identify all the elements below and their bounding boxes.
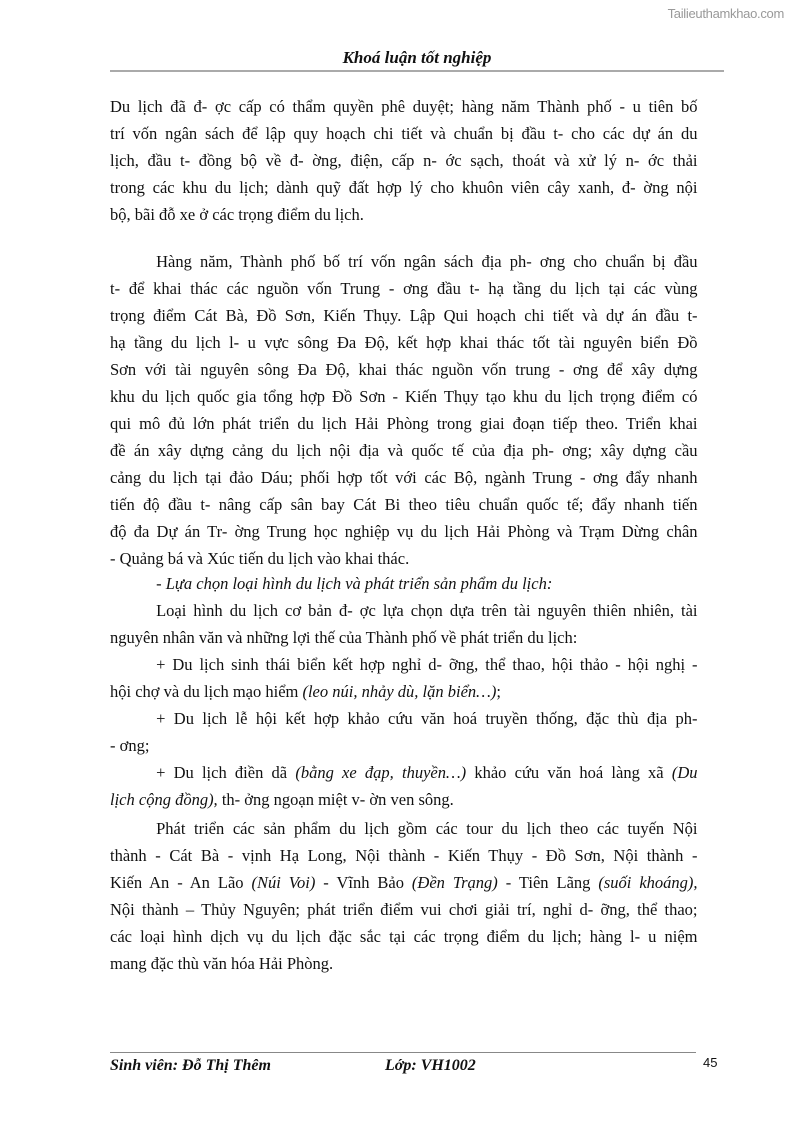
text-line bbox=[110, 846, 698, 866]
text-segment: + Du lịch điền dã bbox=[156, 763, 296, 782]
text-line bbox=[110, 819, 698, 839]
text-segment: khu du lịch quốc gia tổng hợp Đồ Sơn - Kiến Thụy tạo khu du lịch trọng điểm có bbox=[110, 387, 698, 406]
italic-text: lịch cộng đồng), bbox=[110, 790, 218, 809]
text-segment: nguyên nhân văn và những lợi thế của Thành phố về phát triển du lịch: bbox=[110, 628, 578, 647]
text-line bbox=[110, 279, 698, 299]
text-segment: đề án xây dựng cảng du lịch nội địa và quốc tế của địa ph- ơng; xây dựng cầu bbox=[110, 441, 698, 460]
text-line bbox=[110, 495, 698, 515]
text-segment: + Du lịch sinh thái biển kết hợp nghỉ d- ỡng, thể thao, hội thảo - hội nghị - bbox=[156, 655, 698, 674]
italic-text: (suối khoáng), bbox=[598, 873, 698, 892]
text-segment: ; bbox=[496, 682, 501, 701]
watermark: Tailieuthamkhao.com bbox=[667, 6, 784, 21]
text-line bbox=[110, 601, 698, 621]
text-line bbox=[110, 151, 698, 171]
page-header-title: Khoá luận tốt nghiệp bbox=[342, 48, 492, 67]
text-line bbox=[110, 441, 698, 461]
italic-text: (leo núi, nhảy dù, lặn biển…) bbox=[302, 682, 497, 701]
text-segment: - Vĩnh Bảo bbox=[315, 873, 412, 892]
italic-text: (Núi Voi) bbox=[251, 873, 316, 892]
text-line bbox=[110, 252, 698, 272]
text-segment: hạ tầng du lịch l- u vực sông Đa Độ, kết hợp khai thác tốt tài nguyên biển Đồ bbox=[110, 333, 698, 352]
italic-text: (Đền Trạng) bbox=[411, 873, 498, 892]
text-line bbox=[110, 655, 698, 675]
text-segment: trí vốn ngân sách để lập quy hoạch chi tiết và chuẩn bị đầu t- cho các dự án du bbox=[110, 124, 698, 143]
text-segment: khảo cứu văn hoá làng xã bbox=[466, 763, 672, 782]
text-segment: - Tiên Lãng bbox=[497, 873, 599, 892]
text-segment: mang đặc thù văn hóa Hải Phòng. bbox=[110, 954, 334, 973]
text-line bbox=[110, 178, 698, 198]
italic-text: - Lựa chọn loại hình du lịch và phát triển sản phẩm du lịch: bbox=[156, 574, 553, 593]
text-line bbox=[110, 522, 698, 542]
text-line bbox=[110, 736, 698, 756]
text-line bbox=[110, 306, 698, 326]
text-segment: hội chợ và du lịch mạo hiểm bbox=[110, 682, 303, 701]
text-line bbox=[110, 97, 698, 117]
text-segment: Du lịch đã đ- ợc cấp có thẩm quyền phê duyệt; hàng năm Thành phố - u tiên bố bbox=[110, 97, 698, 116]
text-segment: độ đa Dự án Tr- ờng Trung học nghiệp vụ du lịch Hải Phòng và Trạm Dừng chân bbox=[110, 522, 698, 541]
header-divider bbox=[110, 70, 724, 72]
text-segment: các loại hình dịch vụ du lịch đặc sắc tại các trọng điểm du lịch; hàng l- u niệm bbox=[110, 927, 698, 946]
text-segment: Kiến An - An Lão bbox=[110, 873, 252, 892]
text-line bbox=[110, 574, 698, 594]
page-number: 45 bbox=[703, 1055, 718, 1070]
text-line bbox=[110, 954, 698, 974]
footer-student: Sinh viên: Đỗ Thị Thêm bbox=[110, 1057, 271, 1074]
italic-text: (Du bbox=[671, 763, 698, 782]
italic-text: (bằng xe đạp, thuyền…) bbox=[295, 763, 467, 782]
text-line bbox=[110, 333, 698, 353]
text-segment: cảng du lịch tại đảo Dáu; phối hợp tốt với các Bộ, ngành Trung - ơng đẩy nhanh bbox=[110, 468, 698, 487]
text-line bbox=[110, 628, 698, 648]
text-segment: tiến độ đầu t- nâng cấp sân bay Cát Bi theo tiêu chuẩn quốc tế; đẩy nhanh tiến bbox=[110, 495, 698, 514]
footer-divider bbox=[110, 1052, 696, 1053]
text-line bbox=[110, 205, 698, 225]
text-segment: Hàng năm, Thành phố bố trí vốn ngân sách địa ph- ơng cho chuẩn bị đầu bbox=[156, 252, 698, 271]
text-line bbox=[110, 387, 698, 407]
text-segment: + Du lịch lễ hội kết hợp khảo cứu văn hoá truyền thống, đặc thù địa ph- bbox=[156, 709, 698, 728]
text-line bbox=[110, 873, 698, 893]
text-line bbox=[110, 414, 698, 434]
text-segment: t- để khai thác các nguồn vốn Trung - ơng đầu t- hạ tầng du lịch tại các vùng bbox=[110, 279, 698, 298]
text-line bbox=[110, 682, 698, 702]
text-segment: qui mô đủ lớn phát triển du lịch Hải Phòng trong giai đoạn tiếp theo. Triển khai bbox=[110, 414, 698, 433]
footer-class: Lớp: VH1002 bbox=[385, 1057, 476, 1074]
text-segment: thành - Cát Bà - vịnh Hạ Long, Nội thành - Kiến Thụy - Đồ Sơn, Nội thành - bbox=[110, 846, 698, 865]
text-line bbox=[110, 549, 698, 569]
text-segment: lịch, đầu t- đồng bộ về đ- ờng, điện, cấp n- ớc sạch, thoát và xử lý n- ớc thải bbox=[110, 151, 698, 170]
text-segment: bộ, bãi đỗ xe ở các trọng điểm du lịch. bbox=[110, 205, 364, 224]
text-line bbox=[110, 709, 698, 729]
text-line bbox=[110, 360, 698, 380]
text-segment: th- ởng ngoạn miệt v- ờn ven sông. bbox=[217, 790, 454, 809]
text-line bbox=[110, 124, 698, 144]
text-segment: Nội thành – Thủy Nguyên; phát triển điểm vui chơi giải trí, nghỉ d- ỡng, thể thao; bbox=[110, 900, 698, 919]
text-line bbox=[110, 763, 698, 783]
text-line bbox=[110, 468, 698, 488]
text-segment: - Quảng bá và Xúc tiến du lịch vào khai thác. bbox=[110, 549, 410, 568]
text-line bbox=[110, 900, 698, 920]
text-segment: Loại hình du lịch cơ bản đ- ợc lựa chọn dựa trên tài nguyên thiên nhiên, tài bbox=[156, 601, 698, 620]
text-line bbox=[110, 790, 698, 810]
text-segment: trong các khu du lịch; dành quỹ đất hợp lý cho khuôn viên cây xanh, đ- ờng nội bbox=[110, 178, 698, 197]
text-segment: Phát triển các sản phẩm du lịch gồm các tour du lịch theo các tuyến Nội bbox=[156, 819, 698, 838]
text-segment: - ơng; bbox=[110, 736, 150, 755]
text-line bbox=[110, 927, 698, 947]
text-segment: Sơn với tài nguyên sông Đa Độ, khai thác nguồn vốn trung - ơng để xây dựng bbox=[110, 360, 698, 379]
text-segment: trọng điểm Cát Bà, Đồ Sơn, Kiến Thụy. Lập Qui hoạch chi tiết và dự án đầu t- bbox=[110, 306, 698, 325]
